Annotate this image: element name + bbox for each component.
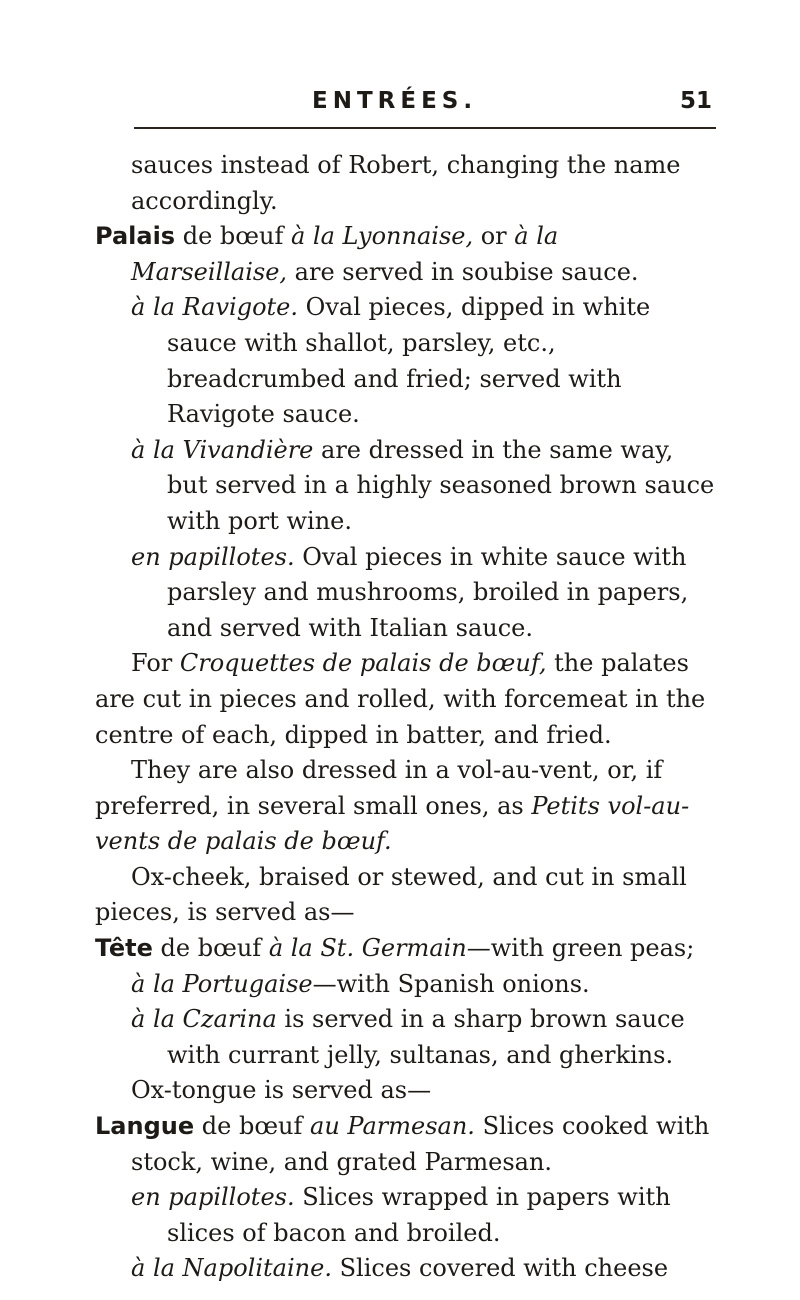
page-title: ENTRÉES.	[312, 88, 478, 114]
paragraph-ox-cheek: Ox-cheek, braised or stewed, and cut in small pieces, is served as—	[95, 862, 687, 927]
paragraph-ox-tongue: Ox-tongue is served as—	[131, 1076, 432, 1105]
entry-papillotes: en papillotes. Oval pieces in white sauce with parsley and mushrooms, broiled in papers, and served with Italian sauce.	[131, 542, 689, 642]
page-body	[95, 148, 720, 1287]
entry-napolitaine: à la Napolitaine. Slices covered with cheese	[131, 1254, 669, 1283]
entry-langue-papillotes: en papillotes. Slices wrapped in papers with slices of bacon and broiled.	[131, 1183, 671, 1247]
entry-czarina: à la Czarina is served in a sharp brown sauce with currant jelly, sultanas, and gherkins.	[131, 1005, 685, 1069]
entry-ravigote: à la Ravigote. Oval pieces, dipped in white sauce with shallot, parsley, etc., breadcrumbed and fried; served with Ravigote sauce.	[131, 293, 651, 429]
entry-palais: Palais de bœuf à la Lyonnaise, or à la Marseillaise, are served in soubise sauce.	[95, 222, 639, 286]
page-number: 51	[679, 88, 712, 114]
entry-portugaise: à la Portugaise—with Spanish onions.	[131, 969, 590, 998]
header-rule	[134, 127, 716, 129]
running-header	[134, 88, 716, 128]
paragraph-croquettes: For Croquettes de palais de bœuf, the palates are cut in pieces and rolled, with forcemeat in the centre of each, dipped in batter, and fried.	[95, 649, 706, 749]
entry-vivandiere: à la Vivandière are dressed in the same way, but served in a highly seasoned brown sauce with port wine.	[131, 435, 715, 535]
text-line: sauces instead of Robert, changing the name accordingly.	[131, 151, 681, 215]
entry-langue: Langue de bœuf au Parmesan. Slices cooked with stock, wine, and grated Parmesan.	[95, 1112, 710, 1176]
entry-tete: Tête de bœuf à la St. Germain—with green peas;	[95, 934, 695, 963]
paragraph-vol-au-vent: They are also dressed in a vol-au-vent, or, if preferred, in several small ones, as Petits vol-au-vents de palais de bœuf.	[95, 756, 690, 856]
